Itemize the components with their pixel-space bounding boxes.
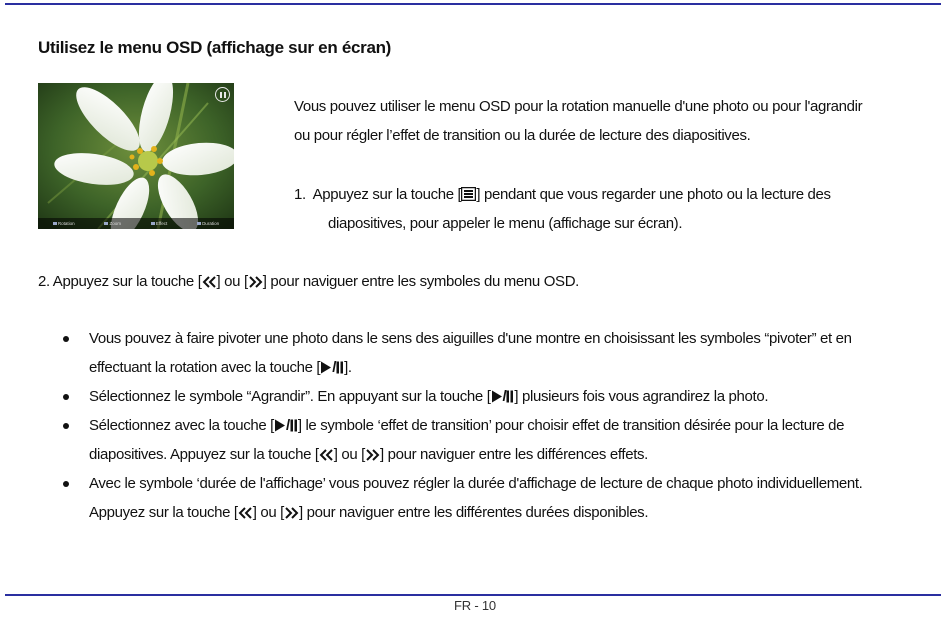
osd-duration-label: Duration bbox=[202, 221, 220, 226]
intro-line-1: Vous pouvez utiliser le menu OSD pour la rotation manuelle d'une photo ou pour l'agrandir bbox=[294, 98, 863, 115]
bullet-3-line-2-before: diapositives. Appuyez sur la touche [ bbox=[89, 446, 319, 463]
next-key-icon bbox=[365, 449, 380, 461]
step-1-text-after: ] pendant que vous regarder une photo ou la lecture des bbox=[476, 186, 831, 203]
bullet-3-line-2 bbox=[89, 440, 648, 469]
osd-rotation-label: Rotation bbox=[57, 221, 75, 226]
bullet-4-line-2-after: ] pour naviguer entre les différentes durées disponibles. bbox=[298, 504, 649, 521]
bullet-2-line-1 bbox=[89, 382, 768, 411]
bullet-3-line-1 bbox=[89, 411, 844, 440]
step-2 bbox=[38, 267, 579, 296]
previous-key-icon bbox=[319, 449, 334, 461]
duration-icon bbox=[197, 222, 201, 225]
intro-paragraph bbox=[294, 92, 862, 150]
play-pause-key-icon bbox=[320, 353, 344, 382]
top-rule bbox=[5, 3, 941, 5]
zoom-icon bbox=[104, 222, 108, 225]
step-2-text-before: 2. Appuyez sur la touche [ bbox=[38, 273, 202, 290]
bullet-dot bbox=[63, 423, 69, 429]
bullet-4-line-2-before: Appuyez sur la touche [ bbox=[89, 504, 238, 521]
osd-effect-label: Effect bbox=[155, 221, 168, 226]
page-number: FR - 10 bbox=[454, 598, 496, 613]
pause-icon bbox=[215, 87, 230, 102]
bullet-1-line-1: Vous pouvez à faire pivoter une photo dans le sens des aiguilles d'une montre en choisissant les symboles “pivoter” et en bbox=[89, 330, 852, 347]
osd-zoom-label: Zoom bbox=[109, 221, 121, 226]
osd-zoom bbox=[104, 221, 121, 226]
flower-image bbox=[38, 83, 234, 229]
bullet-1-text-before: effectuant la rotation avec la touche [ bbox=[89, 359, 321, 376]
next-key-icon bbox=[248, 276, 263, 288]
play-pause-key-icon bbox=[274, 411, 298, 440]
step-1-number: 1. bbox=[294, 186, 306, 203]
previous-key-icon bbox=[202, 276, 217, 288]
play-pause-separator: / bbox=[332, 359, 337, 376]
step-2-text-mid: ] ou [ bbox=[216, 273, 248, 290]
step-1 bbox=[294, 180, 831, 209]
bullet-3-text-after: ] le symbole ‘effet de transition’ pour choisir effet de transition désirée pour la lecture de bbox=[297, 417, 845, 434]
play-pause-key-icon bbox=[491, 382, 515, 411]
menu-key-icon bbox=[461, 187, 476, 201]
previous-key-icon bbox=[238, 507, 253, 519]
intro-line-2: ou pour régler l’effet de transition ou la durée de lecture des diapositives. bbox=[294, 127, 751, 144]
bullet-3-line-2-after: ] pour naviguer entre les différences effets. bbox=[379, 446, 649, 463]
bullet-3-text-before: Sélectionnez avec la touche [ bbox=[89, 417, 274, 434]
bullet-4-line-2-mid: ] ou [ bbox=[252, 504, 284, 521]
bullet-3-line-2-mid: ] ou [ bbox=[333, 446, 365, 463]
osd-effect bbox=[151, 221, 167, 226]
bullet-dot bbox=[63, 394, 69, 400]
osd-rotation bbox=[53, 221, 75, 226]
bullet-1-line-2 bbox=[89, 353, 352, 382]
bullet-1-text-after: ]. bbox=[344, 359, 352, 376]
bullet-4-line-2 bbox=[89, 498, 648, 527]
next-key-icon bbox=[284, 507, 299, 519]
step-1-continuation: diapositives, pour appeler le menu (affichage sur écran). bbox=[328, 215, 683, 232]
osd-duration bbox=[197, 221, 219, 226]
flower-photo bbox=[38, 83, 234, 229]
bullet-dot bbox=[63, 336, 69, 342]
osd-menu-bar bbox=[38, 218, 234, 229]
bullet-4-line-1: Avec le symbole ‘durée de l'affichage’ vous pouvez régler la durée d'affichage de lecture de chaque photo individuellement. bbox=[89, 475, 863, 492]
play-pause-separator: / bbox=[502, 388, 507, 405]
section-heading: Utilisez le menu OSD (affichage sur en écran) bbox=[38, 38, 392, 57]
bullet-2-text-before: Sélectionnez le symbole “Agrandir”. En appuyant sur la touche [ bbox=[89, 388, 491, 405]
play-pause-separator: / bbox=[285, 417, 290, 434]
rotation-icon bbox=[53, 222, 57, 225]
bullet-2-text-after: ] plusieurs fois vous agrandirez la photo. bbox=[514, 388, 769, 405]
bullet-dot bbox=[63, 481, 69, 487]
step-1-text-before: Appuyez sur la touche [ bbox=[312, 186, 462, 203]
step-2-text-after: ] pour naviguer entre les symboles du menu OSD. bbox=[262, 273, 579, 290]
bottom-rule bbox=[5, 594, 941, 596]
effect-icon bbox=[151, 222, 155, 225]
